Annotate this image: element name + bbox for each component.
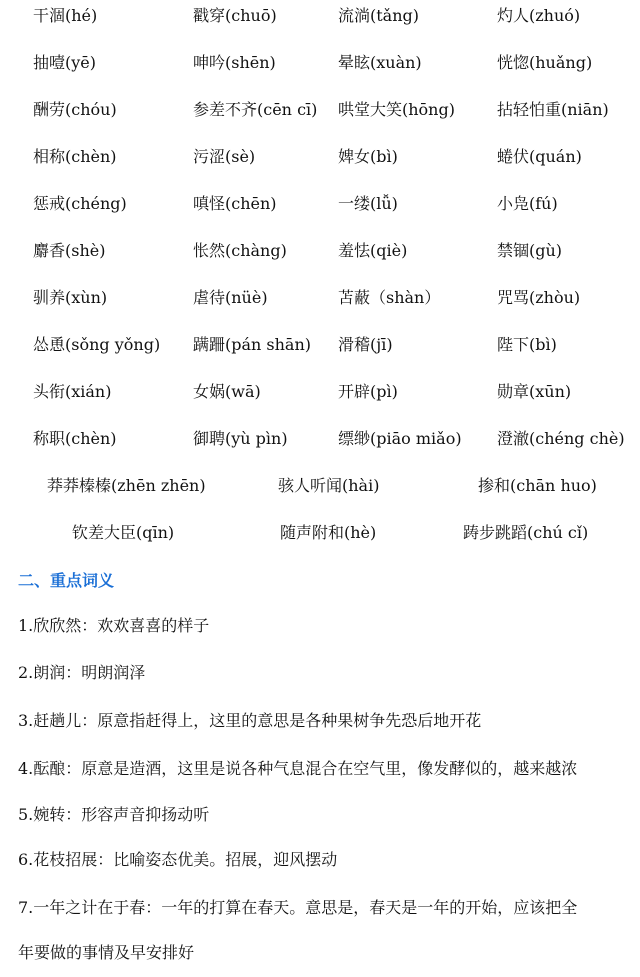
vocab-row (0, 377, 640, 407)
vocab-item: 掺和(chān huo) (478, 476, 597, 495)
vocab-item: 禁锢(gù) (497, 241, 563, 260)
vocab-item: 流淌(tǎng) (338, 6, 420, 25)
definition-line: 2.朗润：明朗润泽 (18, 663, 146, 682)
vocab-item: 拈轻怕重(niān) (497, 100, 609, 119)
vocab-item: 抽噎(yē) (33, 53, 96, 72)
vocab-item: 踌步跳蹈(chú cǐ) (463, 523, 589, 542)
vocab-item: 灼人(zhuó) (497, 6, 581, 25)
vocab-item: 蜷伏(quán) (497, 147, 582, 166)
vocab-item: 苫蔽（shàn） (338, 288, 441, 307)
vocab-item: 女娲(wā) (193, 382, 261, 401)
vocab-item: 骇人听闻(hài) (278, 476, 380, 495)
vocab-item: 滑稽(jī) (338, 335, 393, 354)
vocab-item: 御聘(yù pìn) (193, 429, 288, 448)
vocab-item: 头衔(xián) (33, 382, 112, 401)
vocab-row (0, 1, 640, 31)
vocab-item: 呻吟(shēn) (193, 53, 276, 72)
vocab-item: 婢女(bì) (338, 147, 398, 166)
vocab-row (0, 424, 640, 454)
vocab-item: 哄堂大笑(hōng) (338, 100, 455, 119)
vocab-item: 勋章(xūn) (497, 382, 572, 401)
vocab-item: 参差不齐(cēn cī) (193, 100, 318, 119)
vocab-item: 戳穿(chuō) (193, 6, 277, 25)
vocab-item: 缥缈(piāo miǎo) (338, 429, 462, 448)
vocab-item: 酬劳(chóu) (33, 100, 117, 119)
vocab-item: 钦差大臣(qīn) (72, 523, 175, 542)
definition-line: 年要做的事情及早安排好 (18, 943, 195, 962)
vocab-item: 惩戒(chéng) (33, 194, 127, 213)
definition-line: 5.婉转：形容声音抑扬动听 (18, 805, 210, 824)
definition-line: 7.一年之计在于春：一年的打算在春天。意思是，春天是一年的开始，应该把全 (18, 898, 578, 917)
vocab-row (0, 48, 640, 78)
vocab-item: 驯养(xùn) (33, 288, 108, 307)
vocab-item: 羞怯(qiè) (338, 241, 408, 260)
vocab-row (0, 471, 640, 501)
vocab-item: 嗔怪(chēn) (193, 194, 277, 213)
vocab-row (0, 283, 640, 313)
vocab-item: 干涸(hé) (33, 6, 98, 25)
vocab-item: 怅然(chàng) (193, 241, 287, 260)
definition-line: 6.花枝招展：比喻姿态优美。招展，迎风摆动 (18, 850, 338, 869)
vocab-item: 虐待(nüè) (193, 288, 268, 307)
definition-line: 4.酝酿：原意是造酒，这里是说各种气息混合在空气里，像发酵似的，越来越浓 (18, 759, 578, 778)
vocab-item: 麝香(shè) (33, 241, 106, 260)
vocab-item: 随声附和(hè) (280, 523, 377, 542)
vocab-row (0, 330, 640, 360)
vocab-item: 称职(chèn) (33, 429, 117, 448)
definition-line: 3.赶趟儿：原意指赶得上，这里的意思是各种果树争先恐后地开花 (18, 711, 482, 730)
vocab-item: 陛下(bì) (497, 335, 557, 354)
vocab-row (0, 189, 640, 219)
vocab-row (0, 518, 640, 548)
vocab-item: 莽莽榛榛(zhēn zhēn) (47, 476, 206, 495)
vocab-item: 澄澈(chéng chè) (497, 429, 625, 448)
section-title: 二、重点词义 (18, 571, 115, 590)
vocab-item: 相称(chèn) (33, 147, 117, 166)
vocab-item: 蹒跚(pán shān) (193, 335, 312, 354)
vocab-item: 怂恿(sǒng yǒng) (33, 335, 161, 354)
vocab-item: 晕眩(xuàn) (338, 53, 422, 72)
vocab-item: 咒骂(zhòu) (497, 288, 581, 307)
vocab-row (0, 142, 640, 172)
vocab-item: 一缕(lǚ) (338, 194, 398, 213)
vocab-item: 污涩(sè) (193, 147, 256, 166)
vocab-item: 小凫(fú) (497, 194, 558, 213)
vocab-row (0, 236, 640, 266)
vocab-item: 恍惚(huǎng) (497, 53, 593, 72)
definition-line: 1.欣欣然：欢欢喜喜的样子 (18, 616, 210, 635)
vocab-item: 开辟(pì) (338, 382, 398, 401)
vocab-row (0, 95, 640, 125)
